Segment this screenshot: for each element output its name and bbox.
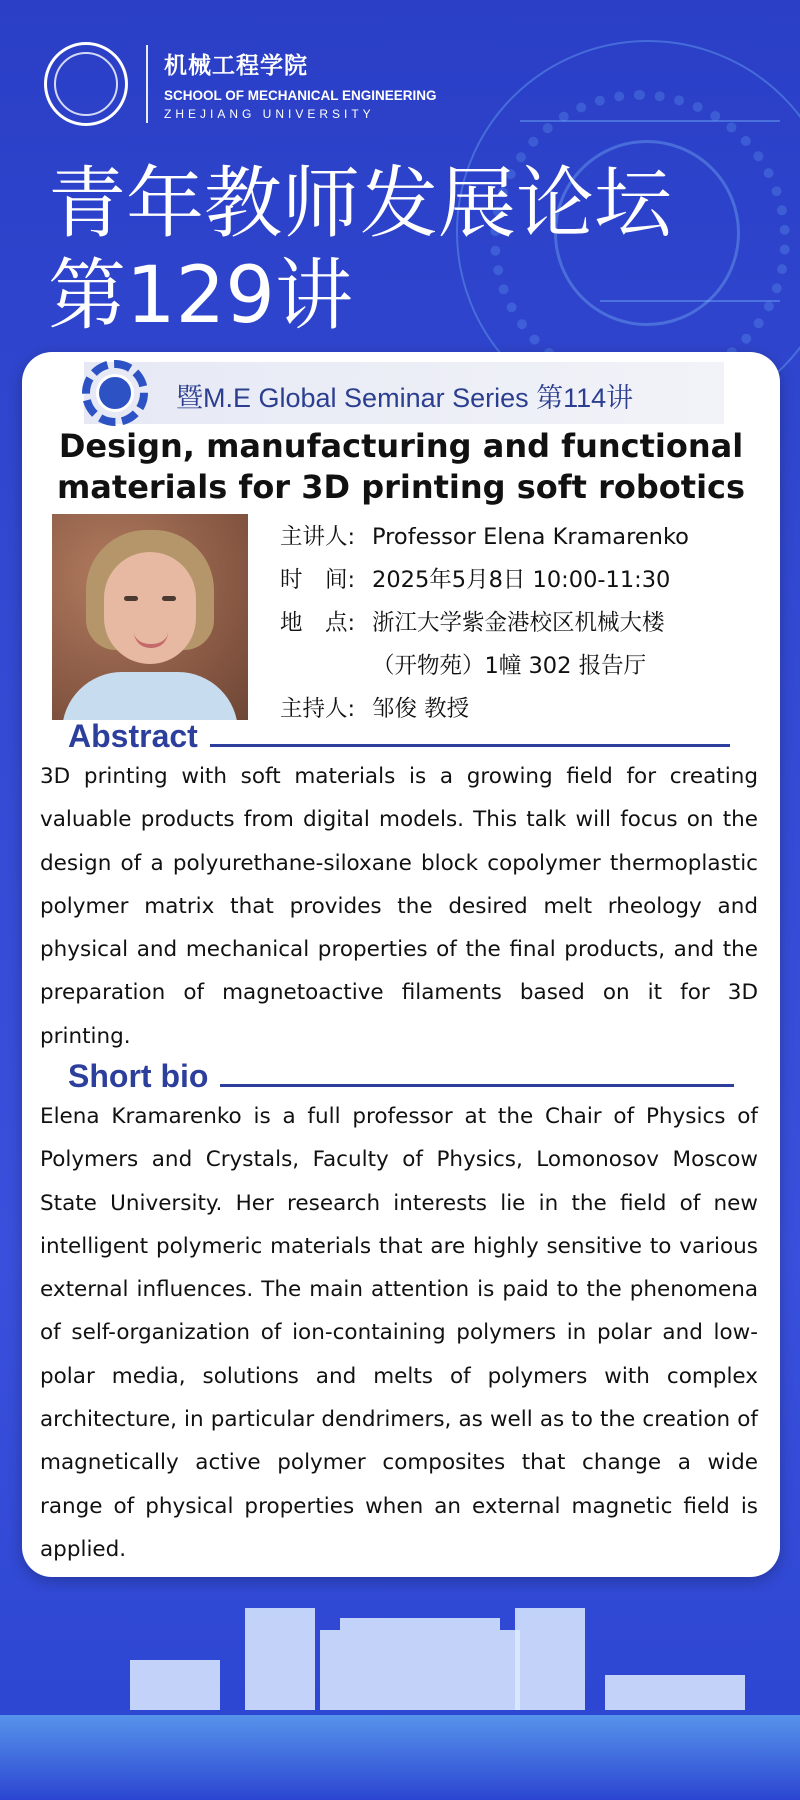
bio-header (68, 1058, 734, 1095)
bio-rule (220, 1084, 734, 1087)
place-row (280, 602, 689, 645)
place-row-2 (280, 645, 689, 688)
bio-text: Elena Kramarenko is a full professor at the Chair of Physics of Polymers and Crystals, Faculty of Physics, Lomonosov Moscow State University. Her research interests lie in the field of new intelligent polymeric materials that are highly sensitive to various external influences. The main attention is paid to the phenomena of self-organization of ion-containing polymers in polar and low-polar media, solutions and melts of polymers with complex architecture, in particular dendrimers, as well as to the creation of magnetically active polymer composites that change a wide range of physical properties when an external magnetic field is applied. (40, 1104, 758, 1562)
building-illustration (0, 1590, 800, 1800)
school-name-cn: 机械工程学院 (164, 52, 308, 79)
content-card (22, 352, 780, 1577)
abstract-heading: Abstract (68, 718, 198, 754)
school-name-en: SCHOOL OF MECHANICAL ENGINEERING (164, 88, 437, 103)
talk-title-line1: Design, manufacturing and functional (58, 427, 744, 465)
talk-info (280, 516, 689, 731)
time-value: 2025年5月8日 10:00-11:30 (372, 567, 671, 593)
place-value-line2: （开物苑）1幢 302 报告厅 (372, 653, 647, 679)
speaker-photo (52, 514, 248, 720)
time-row (280, 559, 689, 602)
speaker-value: Professor Elena Kramarenko (372, 524, 689, 550)
bio-heading: Short bio (68, 1058, 209, 1094)
abstract-header (68, 718, 730, 755)
school-logo (44, 42, 437, 126)
series-label: 暨M.E Global Seminar Series 第114讲 (176, 383, 634, 413)
talk-title (22, 426, 780, 508)
speaker-row (280, 516, 689, 559)
university-name-en: ZHEJIANG UNIVERSITY (164, 107, 375, 121)
speaker-label: 主讲人: (280, 524, 356, 550)
zju-seal-icon (44, 42, 128, 126)
place-label: 地 点: (280, 610, 356, 636)
abstract-rule (210, 744, 730, 747)
series-banner (84, 362, 724, 424)
host-value: 邹俊 教授 (372, 696, 470, 722)
gear-logo-icon (82, 360, 148, 426)
forum-title: 青年教师发展论坛 (48, 159, 673, 249)
place-value-line1: 浙江大学紫金港校区机械大楼 (372, 610, 665, 636)
logo-divider (146, 45, 148, 123)
circuit-line (600, 300, 780, 302)
circuit-line (520, 120, 780, 122)
time-label: 时 间: (280, 567, 356, 593)
host-label: 主持人: (280, 696, 356, 722)
abstract-text: 3D printing with soft materials is a growing field for creating valuable products from digital models. This talk will focus on the design of a polyurethane-siloxane block copolymer thermoplastic polymer matrix that provides the desired melt rheology and physical and mechanical properties of the final products, and the preparation of magnetoactive filaments based on it for 3D printing. (40, 764, 758, 1049)
forum-issue: 第129讲 (48, 251, 353, 341)
talk-title-line2: materials for 3D printing soft robotics (56, 468, 746, 506)
